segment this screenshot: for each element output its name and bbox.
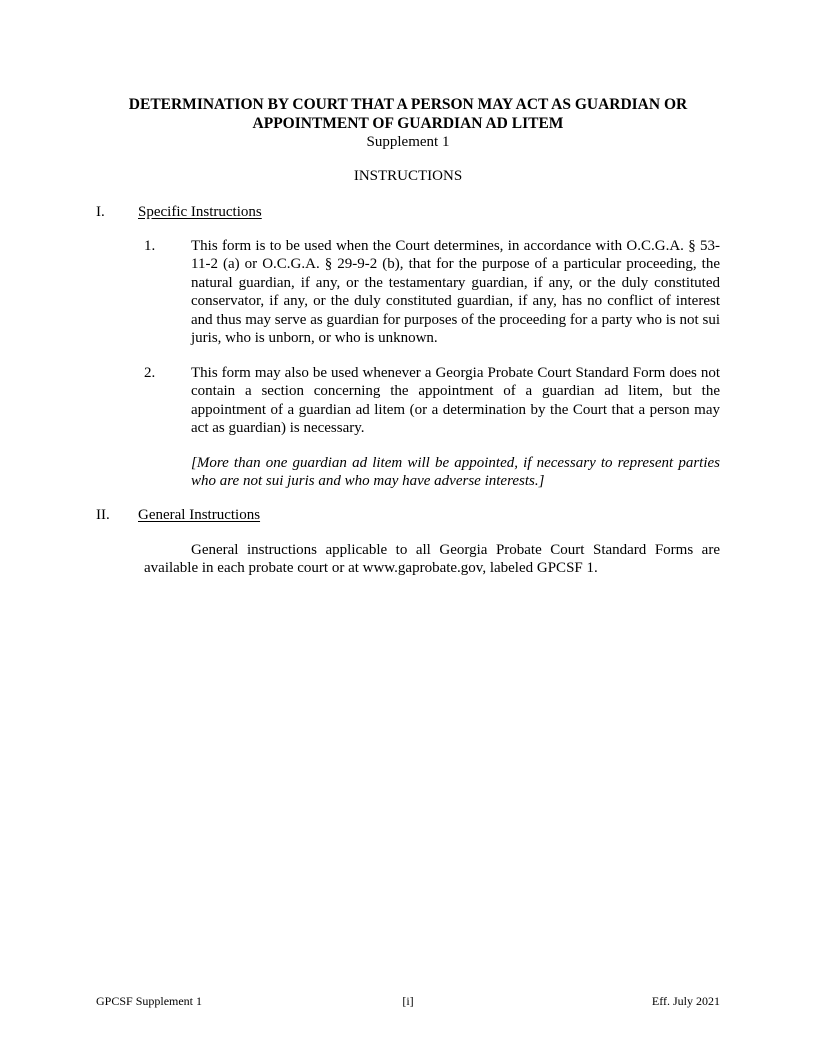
footer-page-number: [i] bbox=[402, 994, 414, 1008]
document-title-line-2: APPOINTMENT OF GUARDIAN AD LITEM bbox=[252, 115, 564, 132]
section-1-title: Specific Instructions bbox=[138, 204, 262, 220]
instructions-heading: INSTRUCTIONS bbox=[353, 168, 463, 184]
document-subtitle: Supplement 1 bbox=[366, 134, 450, 150]
footer-form-id: GPCSF Supplement 1 bbox=[96, 994, 203, 1008]
item-2-number: 2. bbox=[144, 365, 156, 381]
footer-effective-date: Eff. July 2021 bbox=[651, 994, 720, 1008]
document-title-line-1: DETERMINATION BY COURT THAT A PERSON MAY ACT AS GUARDIAN OR bbox=[128, 96, 688, 113]
section-2-numeral: II. bbox=[96, 507, 110, 523]
item-1-number: 1. bbox=[144, 238, 156, 254]
section-1-numeral: I. bbox=[96, 204, 105, 220]
section-2-title: General Instructions bbox=[138, 507, 261, 523]
item-2-text: This form may also be used whenever a Georgia Probate Court Standard Form does not contain a section concerning the appointment of a guardian ad litem, but the appointment of a guardian ad litem (or a determination by the Court that a person may act as guardian) is necessary. bbox=[191, 365, 720, 437]
item-2-note: [More than one guardian ad litem will be appointed, if necessary to represent parties who are not sui juris and who may have adverse interests.] bbox=[191, 455, 720, 490]
general-instructions-text: General instructions applicable to all Georgia Probate Court Standard Forms are available in each probate court or at www.gaprobate.gov, labeled GPCSF 1. bbox=[144, 542, 720, 577]
item-1-text: This form is to be used when the Court determines, in accordance with O.C.G.A. § 53-11-2 (a) or O.C.G.A. § 29-9-2 (b), that for the purpose of a particular proceeding, the natural guardian, if any, or the testamentary guardian, if any, or the duly constituted conservator, if any, or the duly constituted guardian, if any, has no conflict of interest and thus may serve as guardian for purposes of the proceeding for a party who is not sui juris, who is unborn, or who is unknown. bbox=[191, 238, 720, 347]
